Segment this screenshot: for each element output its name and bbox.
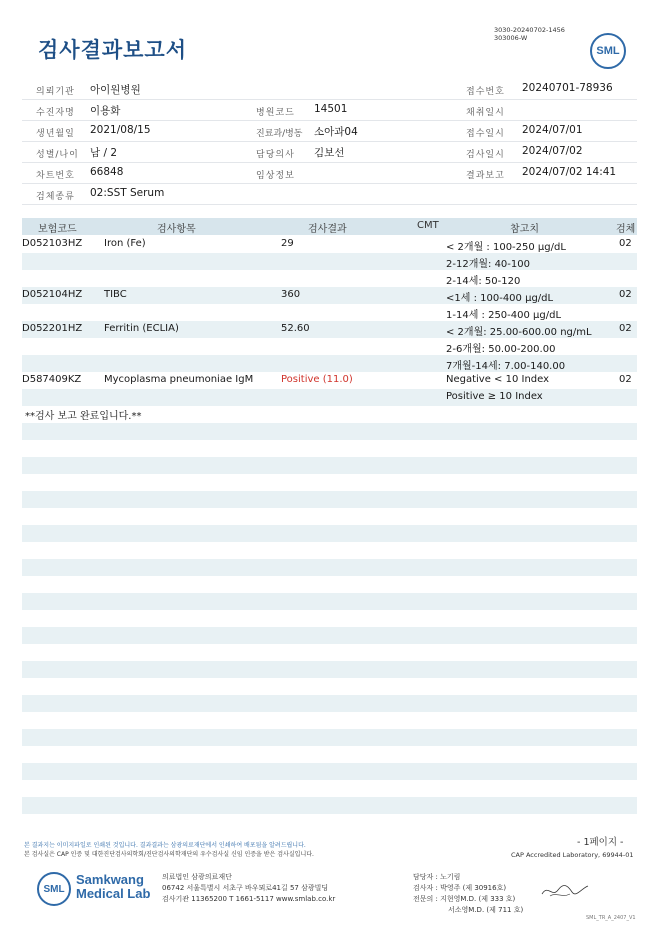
table-stripe [22, 644, 637, 661]
col-header-ref: 참고치 [510, 224, 539, 235]
doctor-label: 담당의사 [256, 150, 295, 160]
staff-line3: 전문의 : 지현영M.D. (제 333 호) [413, 895, 516, 903]
chart-no-label: 차트번호 [36, 171, 75, 181]
sml-footer-logo-icon: SML [37, 872, 71, 906]
report-title: 검사결과보고서 [38, 38, 188, 62]
document-code-line1: 3030-20240702-1456 [494, 26, 565, 34]
cell-item: Mycoplasma pneumoniae IgM [104, 374, 254, 385]
table-stripe [22, 525, 637, 542]
specimen-label: 검체종류 [36, 192, 75, 202]
table-stripe [22, 661, 637, 678]
report-date-label: 결과보고 [466, 171, 505, 181]
cell-item: Ferritin (ECLIA) [104, 323, 179, 334]
birth-value: 2021/08/15 [90, 124, 151, 136]
dept-value: 소아과04 [314, 126, 358, 138]
cell-specimen: 02 [619, 289, 632, 300]
dept-label: 진료과/병동 [256, 129, 303, 139]
cell-code: D052103HZ [22, 238, 83, 249]
brand-line1: Samkwang [76, 872, 144, 887]
col-header-result: 검사결과 [308, 224, 347, 235]
specimen-value: 02:SST Serum [90, 187, 165, 199]
info-row-4 [22, 142, 637, 163]
cell-item: Iron (Fe) [104, 238, 146, 249]
disclaimer-line2: 본 검사실은 CAP 인증 및 대한진단검사의학회/진단검사의학재단의 우수검사실 신임 인증을 받은 검사실입니다. [24, 851, 314, 858]
cell-specimen: 02 [619, 238, 632, 249]
table-stripe [22, 576, 637, 593]
info-row-1 [22, 79, 637, 100]
hospital-code-label: 병원코드 [256, 108, 295, 118]
cell-reference: Negative < 10 Index [446, 374, 550, 385]
birth-label: 생년월일 [36, 129, 75, 139]
cell-result: 52.60 [281, 323, 310, 334]
table-stripe [22, 542, 637, 559]
receipt-date-label: 접수일시 [466, 129, 505, 139]
table-stripe [22, 423, 637, 440]
cell-reference: 1-14세 : 250-400 µg/dL [446, 310, 562, 321]
table-stripe [22, 729, 637, 746]
table-stripe [22, 559, 637, 576]
cell-item: TIBC [104, 289, 127, 300]
report-date-value: 2024/07/02 14:41 [522, 166, 617, 178]
document-code-line2: 303006-W [494, 34, 528, 42]
table-stripe [22, 508, 637, 525]
info-row-5 [22, 163, 637, 184]
brand-name [76, 873, 150, 901]
cell-code: D587409KZ [22, 374, 82, 385]
chart-no-value: 66848 [90, 166, 124, 178]
cell-code: D052104HZ [22, 289, 83, 300]
staff-line2: 검사자 : 박영주 (제 30916호) [413, 884, 507, 892]
receipt-date-value: 2024/07/01 [522, 124, 583, 136]
table-stripe [22, 253, 637, 270]
col-header-specimen: 검체 [616, 224, 636, 235]
staff-list [413, 872, 523, 916]
staff-line1: 담당자 : 노기림 [413, 873, 461, 881]
table-stripe [22, 712, 637, 729]
lab-address [162, 872, 335, 905]
cell-reference: <1세 : 100-400 µg/dL [446, 293, 554, 304]
sex-age-value: 남 / 2 [90, 147, 118, 159]
signature-icon [540, 880, 590, 902]
completion-note: **검사 보고 완료입니다.** [25, 411, 142, 422]
cell-result: 360 [281, 289, 301, 300]
doctor-value: 김보선 [314, 147, 345, 159]
table-stripe [22, 780, 637, 797]
cell-reference: < 2개월: 25.00-600.00 ng/mL [446, 327, 592, 338]
test-date-value: 2024/07/02 [522, 145, 583, 157]
institution-value: 아이원병원 [90, 84, 141, 96]
cell-reference: 2-14세: 50-120 [446, 276, 521, 287]
cell-result: Positive (11.0) [281, 374, 353, 385]
table-stripe [22, 593, 637, 610]
cell-specimen: 02 [619, 374, 632, 385]
addr-line2: 06742 서울특별시 서초구 바우뫼로41길 57 삼광빌딩 [162, 884, 329, 892]
table-stripe [22, 627, 637, 644]
sml-logo-icon: SML [590, 33, 626, 69]
col-header-item: 검사항목 [157, 224, 196, 235]
info-row-6 [22, 184, 637, 205]
table-stripe [22, 678, 637, 695]
clinical-label: 임상정보 [256, 171, 295, 181]
results-table-header [22, 218, 637, 235]
cell-reference: < 2개월 : 100-250 µg/dL [446, 242, 566, 253]
cap-accreditation: CAP Accredited Laboratory, 69944-01 [511, 851, 634, 859]
cell-reference: Positive ≥ 10 Index [446, 391, 543, 402]
institution-label: 의뢰기관 [36, 87, 75, 97]
cell-reference: 2-6개월: 50.00-200.00 [446, 344, 556, 355]
document-code [494, 26, 565, 42]
sex-age-label: 성별/나이 [36, 150, 79, 160]
info-row-3 [22, 121, 637, 142]
info-row-2 [22, 100, 637, 121]
table-stripe [22, 457, 637, 474]
receipt-no-label: 접수번호 [466, 87, 505, 97]
disclaimer-line1: 본 결과지는 이미지파일로 인쇄된 것입니다. 결과결과는 삼광의료재단에서 인쇄하여 배포됨을 알려드립니다. [24, 842, 306, 849]
cell-specimen: 02 [619, 323, 632, 334]
col-header-cmt: CMT [417, 220, 439, 231]
hospital-code-value: 14501 [314, 103, 348, 115]
addr-line1: 의료법인 삼광의료재단 [162, 873, 232, 881]
collect-date-label: 채취일시 [466, 108, 505, 118]
table-stripe [22, 763, 637, 780]
table-stripe [22, 610, 637, 627]
patient-label: 수진자명 [36, 108, 75, 118]
page-number: - 1페이지 - [577, 837, 624, 848]
table-stripe [22, 746, 637, 763]
form-code: SML_TR_A_2407_V1 [586, 915, 636, 921]
cell-result: 29 [281, 238, 294, 249]
cell-reference: 7개월-14세: 7.00-140.00 [446, 361, 566, 372]
table-stripe [22, 270, 637, 287]
col-header-code: 보험코드 [38, 224, 77, 235]
footer-disclaimer [24, 841, 314, 859]
table-stripe [22, 695, 637, 712]
table-stripe [22, 797, 637, 814]
brand-line2: Medical Lab [76, 886, 151, 901]
cell-code: D052201HZ [22, 323, 83, 334]
table-stripe [22, 474, 637, 491]
table-stripe [22, 389, 637, 406]
table-stripe [22, 440, 637, 457]
cell-reference: 2-12개월: 40-100 [446, 259, 530, 270]
test-date-label: 검사일시 [466, 150, 505, 160]
patient-value: 이용화 [90, 105, 121, 117]
receipt-no-value: 20240701-78936 [522, 82, 613, 94]
staff-line4: 서소영M.D. (제 711 호) [448, 906, 524, 914]
table-stripe [22, 491, 637, 508]
addr-line3: 검사기관 11365200 T 1661-5117 www.smlab.co.kr [162, 895, 336, 903]
